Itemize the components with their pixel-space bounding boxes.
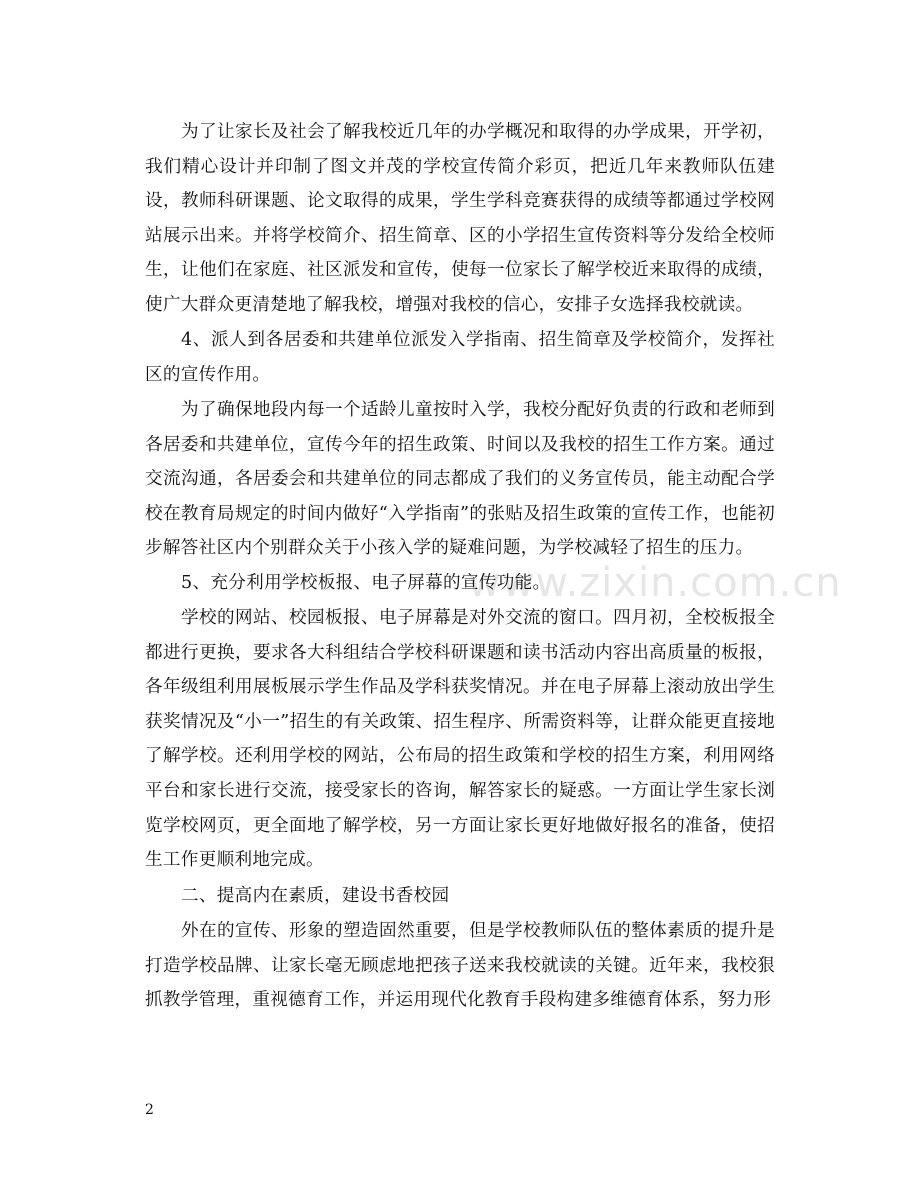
- paragraph-inner-quality: 外在的宣传、形象的塑造固然重要，但是学校教师队伍的整体素质的提升是打造学校品牌、让家长毫无顾虑地把孩子送来我校就读的关键。近年来，我校狠抓教学管理，重视德育工作，并运用现代化教育手段构建多维德育体系，努力形: [145, 921, 775, 1011]
- section-heading-two: 二、提高内在素质，建设书香校园: [181, 886, 450, 906]
- paragraph-community-outreach: 为了确保地段内每一个适龄儿童按时入学，我校分配好负责的行政和老师到各居委和共建单位，宣传今年的招生政策、时间以及我校的招生工作方案。通过交流沟通，各居委会和共建单位的同志都成了我们的义务宣传员，能主动配合学校在教育局规定的时间内做好“入学指南”的张贴及招生政策的宣传工作，也能初步解答社区内个别群众关于小孩入学的疑难问题，为学校减轻了招生的压力。: [145, 400, 775, 559]
- page-number: 2: [145, 1102, 154, 1118]
- paragraph-item-4-heading: 4、派人到各居委和共建单位派发入学指南、招生简章及学校简介，发挥社区的宣传作用。: [145, 330, 775, 385]
- paragraph-promotion-brochure: 为了让家长及社会了解我校近几年的办学概况和取得的办学成果，开学初，我们精心设计并印制了图文并茂的学校宣传简介彩页，把近几年来教师队伍建设，教师科研课题、论文取得的成果，学生学科竞赛获得的成绩等都通过学校网站展示出来。并将学校简介、招生简章、区的小学招生宣传资料等分发给全校师生，让他们在家庭、社区派发和宣传，使每一位家长了解学校近来取得的成绩，使广大群众更清楚地了解我校，增强对我校的信心，安排子女选择我校就读。: [145, 122, 775, 315]
- watermark: www.zixin.com.cn: [468, 560, 842, 606]
- paragraph-item-5-heading: 5、充分利用学校板报、电子屏幕的宣传功能。: [181, 573, 551, 593]
- paragraph-website-boards: 学校的网站、校园板报、电子屏幕是对外交流的窗口。四月初，全校板报全都进行更换，要求各大科组结合学校科研课题和读书活动内容出高质量的板报，各年级组利用展板展示学生作品及学科获奖情况。并在电子屏幕上滚动放出学生获奖情况及“小一”招生的有关政策、招生程序、所需资料等，让群众能更直接地了解学校。还利用学校的网站，公布局的招生政策和学校的招生方案，利用网络平台和家长进行交流，接受家长的咨询，解答家长的疑惑。一方面让学生家长浏览学校网页，更全面地了解学校，另一方面让家长更好地做好报名的准备，使招生工作更顺利地完成。: [145, 608, 775, 871]
